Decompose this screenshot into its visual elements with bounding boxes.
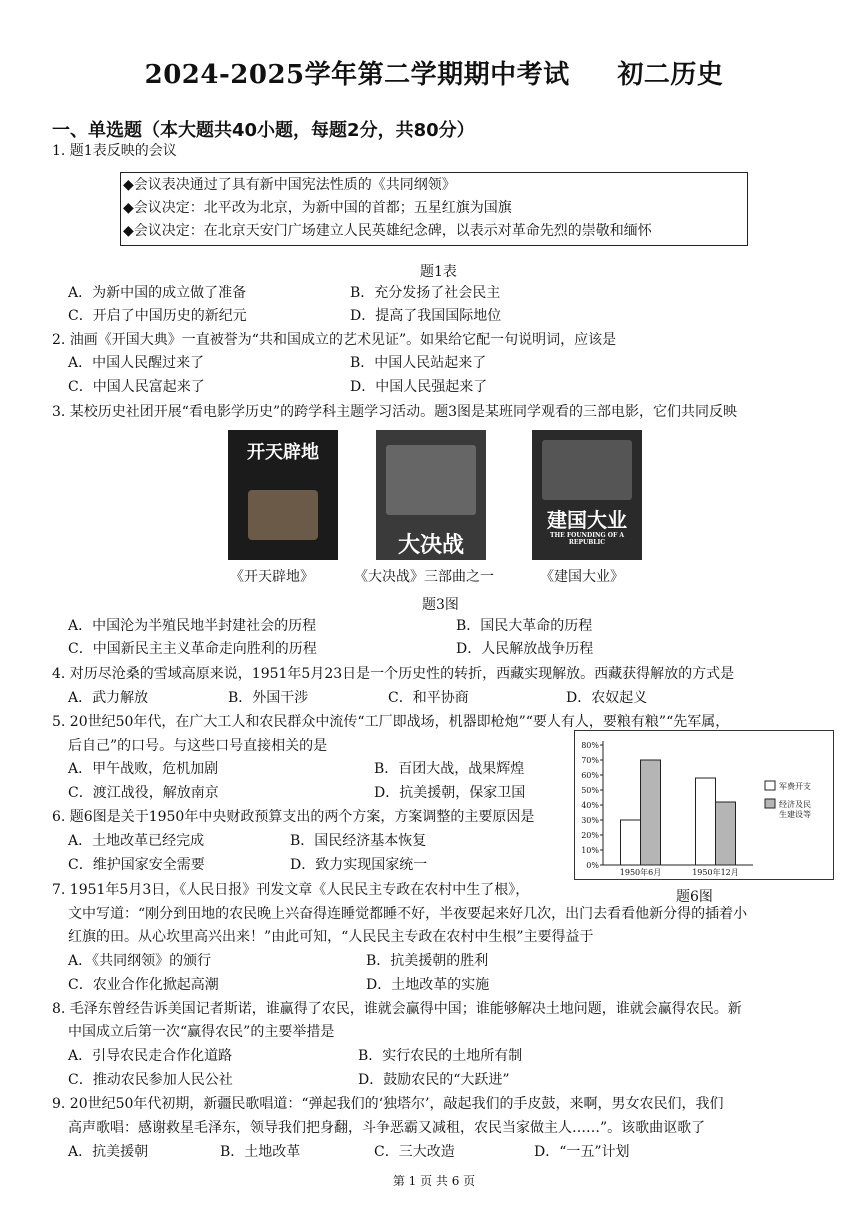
poster-image [386, 445, 476, 515]
q6-option-b[interactable]: B．国民经济基本恢复 [290, 833, 427, 849]
q8-stem: 中国成立后第一次“赢得农民”的主要举措是 [68, 1024, 335, 1040]
q5-stem: 后自己”的口号。与这些口号直接相关的是 [68, 738, 328, 754]
q9-stem: 9. 20世纪50年代初期，新疆民歌唱道：“弹起我们的‘独塔尔’，敲起我们的手皮鼓，来啊，男女农民们，我们 [52, 1096, 724, 1112]
q5-option-a[interactable]: A．甲午战败，危机加剧 [68, 761, 219, 777]
q6-caption: 题6图 [676, 889, 713, 905]
poster-title: 大决战 [397, 532, 464, 558]
q7-option-d[interactable]: D．土地改革的实施 [366, 977, 490, 993]
budget-bar-chart [574, 730, 834, 880]
q2-stem: 2. 油画《开国大典》一直被誉为“共和国成立的艺术见证”。如果给它配一句说明词，应该是 [52, 332, 617, 348]
x-tick-label: 1950年6月 [619, 868, 662, 877]
bar-economy [641, 760, 661, 865]
poster-image [542, 440, 632, 500]
legend-swatch [765, 781, 775, 790]
legend-label: 经济及民生建设等 [779, 800, 811, 819]
q3-caption: 题3图 [422, 597, 459, 613]
q4-option-d[interactable]: D．农奴起义 [566, 690, 648, 706]
q5-option-d[interactable]: D．抗美援朝，保家卫国 [374, 785, 526, 801]
q1-option-c[interactable]: C．开启了中国历史的新纪元 [68, 308, 247, 324]
q2-option-a[interactable]: A．中国人民醒过来了 [68, 355, 205, 371]
q4-option-a[interactable]: A．武力解放 [68, 690, 149, 706]
q2-option-b[interactable]: B．中国人民站起来了 [350, 355, 487, 371]
q7-stem: 文中写道：“刚分到田地的农民晚上兴奋得连睡觉都睡不好，半夜要起来好几次，出门去看看他新分得的插着小 [68, 906, 748, 922]
y-tick-label: 50% [581, 786, 599, 795]
q3-option-c[interactable]: C．中国新民主主义革命走向胜利的历程 [68, 641, 317, 657]
q2-option-d[interactable]: D．中国人民强起来了 [350, 379, 488, 395]
q6-stem: 6. 题6图是关于1950年中央财政预算支出的两个方案，方案调整的主要原因是 [52, 809, 535, 825]
poster-image [248, 490, 318, 540]
q8-option-a[interactable]: A．引导农民走合作化道路 [68, 1048, 233, 1064]
poster-kaitian [228, 430, 338, 560]
poster-dajuezhan [376, 430, 486, 560]
q1-stem: 1. 题1表反映的会议 [52, 143, 177, 159]
y-tick-label: 80% [581, 741, 599, 750]
bar-military [696, 778, 716, 865]
q4-option-b[interactable]: B．外国干涉 [228, 690, 309, 706]
q5-option-b[interactable]: B．百团大战，战果辉煌 [374, 761, 525, 777]
q4-stem: 4. 对历尽沧桑的雪域高原来说，1951年5月23日是一个历史性的转折，西藏实现解放。西藏获得解放的方式是 [52, 666, 735, 682]
q7-option-c[interactable]: C．农业合作化掀起高潮 [68, 977, 219, 993]
y-tick-label: 10% [581, 846, 599, 855]
y-tick-label: 70% [581, 756, 599, 765]
legend-label: 军费开支 [779, 782, 811, 791]
q7-option-a[interactable]: A．《共同纲领》的颁行 [68, 953, 212, 969]
q5-option-c[interactable]: C．渡江战役，解放南京 [68, 785, 219, 801]
y-tick-label: 0% [586, 861, 599, 870]
poster-title: 开天辟地 [247, 442, 319, 463]
page-footer: 第 1 页 共 6 页 [392, 1174, 476, 1188]
q5-stem: 5. 20世纪50年代，在广大工人和农民群众中流传“工厂即战场，机器即枪炮”“要人有人，要粮有粮”“先军属， [52, 714, 730, 730]
q1-option-b[interactable]: B．充分发扬了社会民主 [350, 285, 501, 301]
q3-option-d[interactable]: D．人民解放战争历程 [456, 641, 594, 657]
legend-swatch [765, 799, 775, 808]
y-tick-label: 20% [581, 831, 599, 840]
film-caption: 《大决战》三部曲之一 [354, 569, 494, 585]
q1-table [120, 172, 748, 246]
q6-option-a[interactable]: A．土地改革已经完成 [68, 833, 205, 849]
q1-option-d[interactable]: D．提高了我国国际地位 [350, 308, 502, 324]
q1-table-row: ◆会议决定：在北京天安门广场建立人民英雄纪念碑，以表示对革命先烈的崇敬和缅怀 [123, 223, 652, 239]
q9-option-b[interactable]: B．土地改革 [220, 1144, 301, 1160]
q4-option-c[interactable]: C．和平协商 [388, 690, 469, 706]
q8-option-c[interactable]: C．推动农民参加人民公社 [68, 1072, 233, 1088]
q1-caption: 题1表 [420, 264, 457, 280]
film-caption: 《建国大业》 [540, 569, 624, 585]
page-title: 2024-2025学年第二学期期中考试 初二历史 [144, 60, 724, 90]
section-heading: 一、单选题（本大题共40小题，每题2分，共80分） [52, 120, 475, 141]
q7-option-b[interactable]: B．抗美援朝的胜利 [366, 953, 489, 969]
q6-option-c[interactable]: C．维护国家安全需要 [68, 857, 205, 873]
q6-option-d[interactable]: D．致力实现国家统一 [290, 857, 428, 873]
bar-military [621, 820, 641, 865]
q1-table-row: ◆会议表决通过了具有新中国宪法性质的《共同纲领》 [123, 177, 456, 193]
q9-option-d[interactable]: D．“一五”计划 [534, 1144, 630, 1160]
q1-option-a[interactable]: A．为新中国的成立做了准备 [68, 285, 247, 301]
q7-stem: 红旗的田。从心坎里高兴出来！”由此可知，“人民民主专政在农村中生根”主要得益于 [68, 929, 594, 945]
q7-stem: 7. 1951年5月3日，《人民日报》刊发文章《人民民主专政在农村中生了根》， [52, 882, 530, 898]
poster-jianguo [532, 430, 642, 560]
x-tick-label: 1950年12月 [692, 868, 739, 877]
q9-stem: 高声歌唱：感谢救星毛泽东，领导我们把身翻，斗争恶霸又减租，农民当家做主人……”。该歌曲讴歌了 [68, 1120, 706, 1136]
q3-option-a[interactable]: A．中国沦为半殖民地半封建社会的历程 [68, 618, 317, 634]
poster-subtitle: THE FOUNDING OF A REPUBLIC [550, 532, 624, 546]
film-caption: 《开天辟地》 [230, 569, 314, 585]
poster-title: 建国大业 [547, 508, 627, 532]
q3-stem: 3. 某校历史社团开展“看电影学历史”的跨学科主题学习活动。题3图是某班同学观看的三部电影，它们共同反映 [52, 404, 738, 420]
q8-option-b[interactable]: B．实行农民的土地所有制 [358, 1048, 523, 1064]
bar-economy [716, 802, 736, 865]
q9-option-c[interactable]: C．三大改造 [374, 1144, 455, 1160]
y-tick-label: 60% [581, 771, 599, 780]
q3-option-b[interactable]: B．国民大革命的历程 [456, 618, 593, 634]
q8-option-d[interactable]: D．鼓励农民的“大跃进” [358, 1072, 510, 1088]
chart-svg [575, 731, 833, 879]
q2-option-c[interactable]: C．中国人民富起来了 [68, 379, 205, 395]
q1-table-row: ◆会议决定：北平改为北京，为新中国的首都；五星红旗为国旗 [123, 200, 512, 216]
y-tick-label: 30% [581, 816, 599, 825]
q9-option-a[interactable]: A．抗美援朝 [68, 1144, 149, 1160]
q8-stem: 8. 毛泽东曾经告诉美国记者斯诺，谁赢得了农民，谁就会赢得中国；谁能够解决土地问题，谁就会赢得农民。新 [52, 1001, 742, 1017]
y-tick-label: 40% [581, 801, 599, 810]
